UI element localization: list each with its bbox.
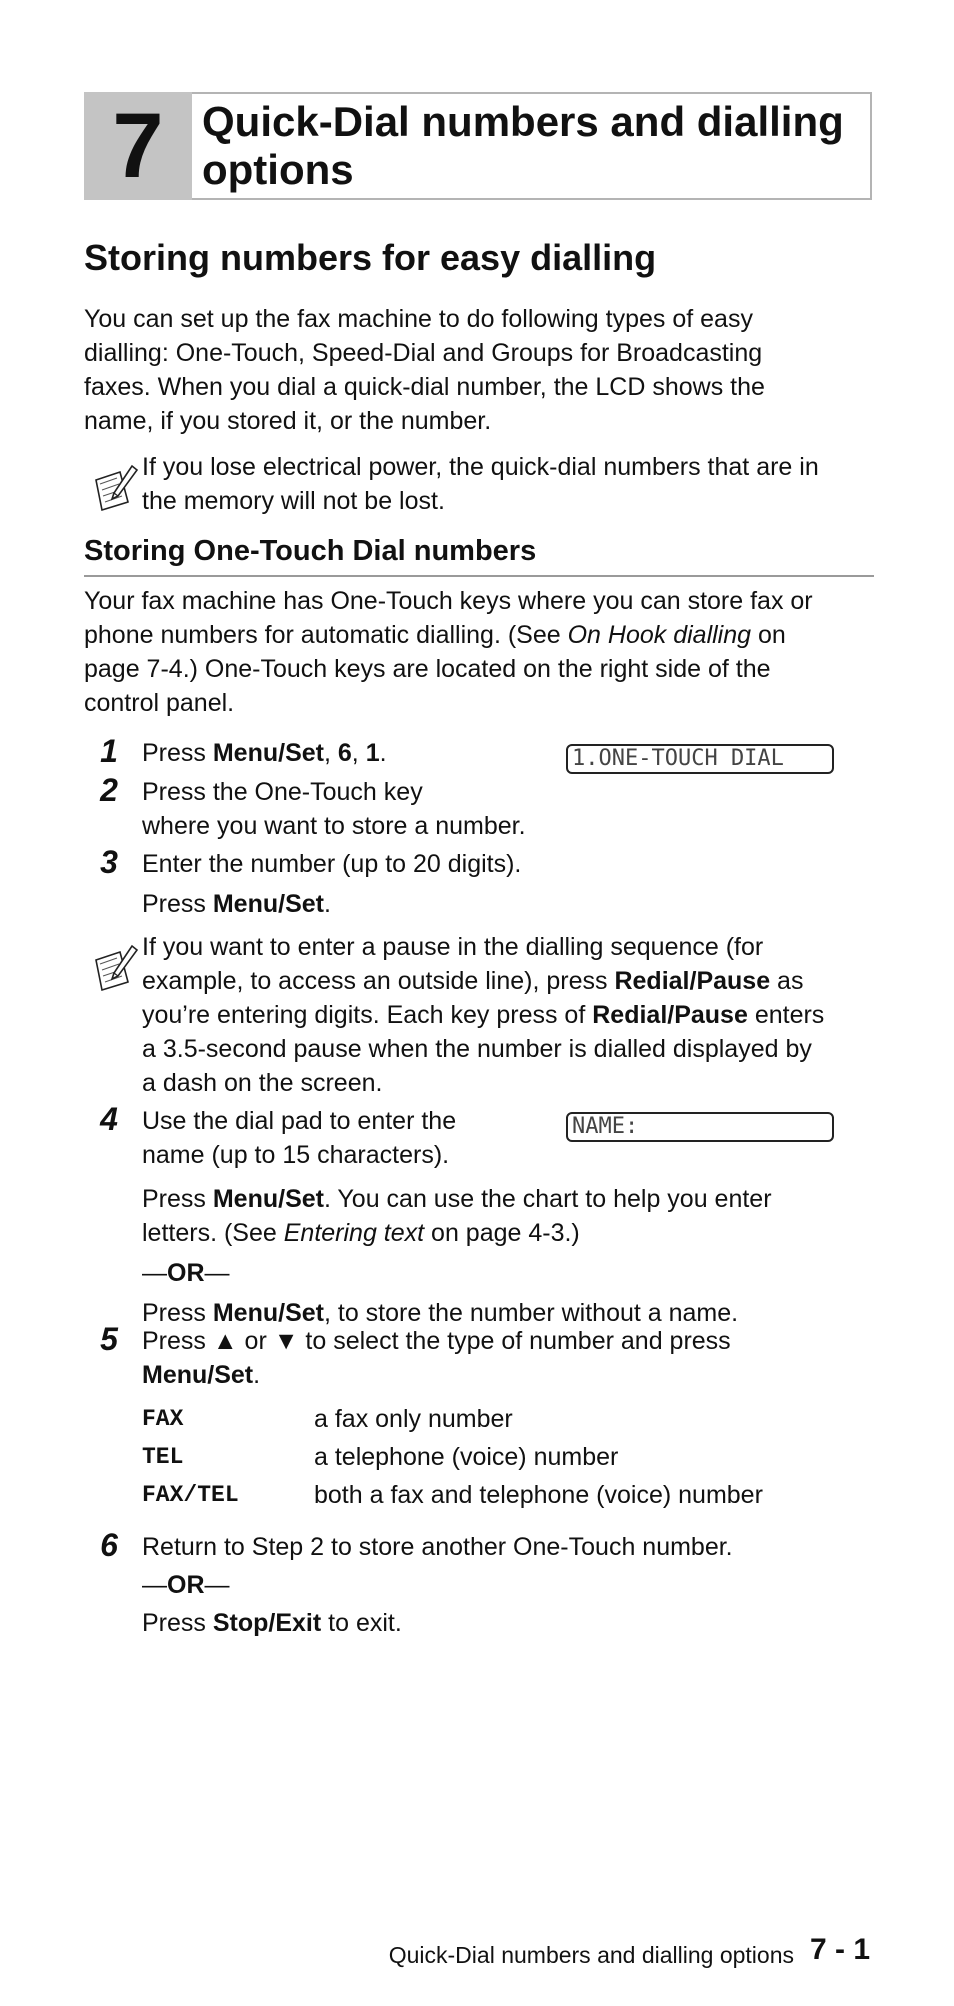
text-run: letters. (See: [142, 1219, 284, 1247]
text-run: you’re entering digits. Each key press of: [142, 1001, 593, 1029]
note-line: If you want to enter a pause in the dialling sequence (for: [142, 933, 764, 961]
dash: —: [142, 1259, 167, 1287]
cross-reference: Entering text: [283, 1219, 425, 1247]
text-run: example, to access an outside line), press: [142, 967, 615, 995]
text-run: ,: [323, 739, 338, 767]
chapter-header: [84, 92, 874, 200]
text-run: .: [323, 890, 331, 918]
paragraph-line: faxes. When you dial a quick-dial number, the LCD shows the: [84, 373, 765, 401]
number-type-description: a fax only number: [314, 1405, 513, 1433]
subsection-title: Storing One-Touch Dial numbers: [84, 535, 537, 567]
text-run: phone numbers for automatic dialling. (See: [84, 621, 568, 649]
text-run: or: [237, 1327, 274, 1355]
step-line: name (up to 15 characters).: [142, 1141, 450, 1169]
paragraph-line: You can set up the fax machine to do following types of easy: [84, 305, 753, 333]
number-type-description: a telephone (voice) number: [314, 1443, 619, 1471]
step-line: [142, 1358, 882, 1392]
key-name: Redial/Pause: [614, 967, 771, 995]
text-run: Press: [142, 739, 213, 767]
step-number: 3: [100, 844, 118, 880]
body-paragraph: [84, 584, 884, 720]
step-line: Enter the number (up to 20 digits).: [142, 850, 522, 878]
paragraph-line: Your fax machine has One-Touch keys where you can store fax or: [84, 587, 813, 615]
cross-reference: On Hook dialling: [567, 621, 752, 649]
note-line: [142, 964, 877, 998]
text-run: enters: [747, 1001, 825, 1029]
number-type-code: TEL: [142, 1444, 184, 1470]
intro-paragraph: [84, 302, 874, 438]
step-text: [142, 1182, 882, 1330]
chapter-number: 7: [84, 92, 192, 200]
step-line: Return to Step 2 to store another One-Touch number.: [142, 1533, 733, 1561]
page-number: 7 - 1: [810, 1933, 871, 1966]
step-text: [142, 775, 526, 843]
section-title: Storing numbers for easy dialling: [84, 237, 657, 278]
subsection-divider: [84, 575, 874, 577]
step-line: Use the dial pad to enter the: [142, 1107, 457, 1135]
text-run: Press: [142, 890, 213, 918]
table-row: [142, 1478, 902, 1516]
footer-title: Quick-Dial numbers and dialling options: [388, 1942, 794, 1968]
lcd-display: 1.ONE-TOUCH DIAL: [566, 744, 834, 774]
step-number: 5: [100, 1321, 118, 1357]
step-line: [142, 887, 521, 921]
note-pencil-icon: [90, 462, 140, 516]
text-run: Press: [142, 1609, 213, 1637]
number-type-code: FAX: [142, 1406, 184, 1432]
or-word: OR: [167, 1571, 205, 1599]
key-name: 1: [365, 739, 380, 767]
note-pencil-icon: [90, 942, 140, 996]
key-name: Stop/Exit: [212, 1609, 322, 1637]
step-text: [142, 847, 521, 921]
step-line: [142, 1216, 882, 1250]
step-number: 4: [100, 1101, 118, 1137]
text-run: as: [770, 967, 804, 995]
or-separator: [142, 1568, 882, 1602]
key-name: 6: [337, 739, 352, 767]
text-run: to select the type of number and press: [298, 1327, 731, 1355]
paragraph-line: name, if you stored it, or the number.: [84, 407, 492, 435]
chapter-title-box: [192, 92, 872, 200]
number-type-description: both a fax and telephone (voice) number: [314, 1481, 763, 1509]
text-run: to exit.: [321, 1609, 402, 1637]
table-row: [142, 1402, 902, 1440]
paragraph-line: page 7-4.) One-Touch keys are located on the right side of the: [84, 655, 771, 683]
chapter-title-line: options: [202, 146, 354, 193]
step-line: [142, 1182, 882, 1216]
text-run: Press: [142, 1185, 213, 1213]
key-name: Redial/Pause: [592, 1001, 748, 1029]
dash: —: [142, 1571, 167, 1599]
note-text: [142, 450, 877, 518]
dash: —: [204, 1571, 230, 1599]
lcd-display: NAME:: [566, 1112, 834, 1142]
step-text: [142, 1530, 882, 1640]
step-number: 1: [100, 733, 118, 769]
table-row: [142, 1440, 902, 1478]
text-run: , to store the number without a name.: [323, 1299, 739, 1327]
note-text: [142, 930, 877, 1100]
dash: —: [204, 1259, 230, 1287]
key-name: Menu/Set: [212, 1299, 324, 1327]
note-line: If you lose electrical power, the quick-dial numbers that are in: [142, 453, 819, 481]
text-run: Press: [142, 1327, 213, 1355]
paragraph-line: control panel.: [84, 689, 235, 717]
step-number: 6: [100, 1527, 118, 1563]
note-line: a dash on the screen.: [142, 1069, 383, 1097]
text-run: on page 4-3.): [424, 1219, 580, 1247]
text-run: . You can use the chart to help you enter: [323, 1185, 772, 1213]
note-line: a 3.5-second pause when the number is dialled displayed by: [142, 1035, 812, 1063]
text-run: .: [379, 739, 387, 767]
step-text: [142, 1104, 456, 1172]
step-line: Press the One-Touch key: [142, 778, 423, 806]
step-text: [142, 736, 387, 770]
step-line: [142, 1606, 882, 1640]
step-number: 2: [100, 772, 118, 808]
step-line: [142, 1324, 882, 1358]
key-name: Menu/Set: [212, 890, 324, 918]
step-line: where you want to store a number.: [142, 812, 526, 840]
note-line: the memory will not be lost.: [142, 487, 445, 515]
paragraph-line: dialling: One-Touch, Speed-Dial and Groups for Broadcasting: [84, 339, 763, 367]
number-type-code: FAX/TEL: [142, 1482, 239, 1508]
or-word: OR: [167, 1259, 205, 1287]
chapter-title: [202, 98, 844, 194]
down-arrow-icon: ▼: [273, 1327, 299, 1355]
key-name: Menu/Set: [142, 1361, 254, 1389]
chapter-title-line: Quick-Dial numbers and dialling: [202, 98, 844, 145]
up-arrow-icon: ▲: [212, 1327, 238, 1355]
or-separator: [142, 1256, 882, 1290]
text-run: Press: [142, 1299, 213, 1327]
text-run: ,: [351, 739, 366, 767]
key-name: Menu/Set: [212, 1185, 324, 1213]
note-line: [142, 998, 877, 1032]
step-text: [142, 1324, 882, 1392]
number-type-table: [142, 1402, 902, 1516]
key-name: Menu/Set: [212, 739, 324, 767]
paragraph-line: [84, 618, 884, 652]
text-run: on: [751, 621, 786, 649]
text-run: .: [253, 1361, 261, 1389]
